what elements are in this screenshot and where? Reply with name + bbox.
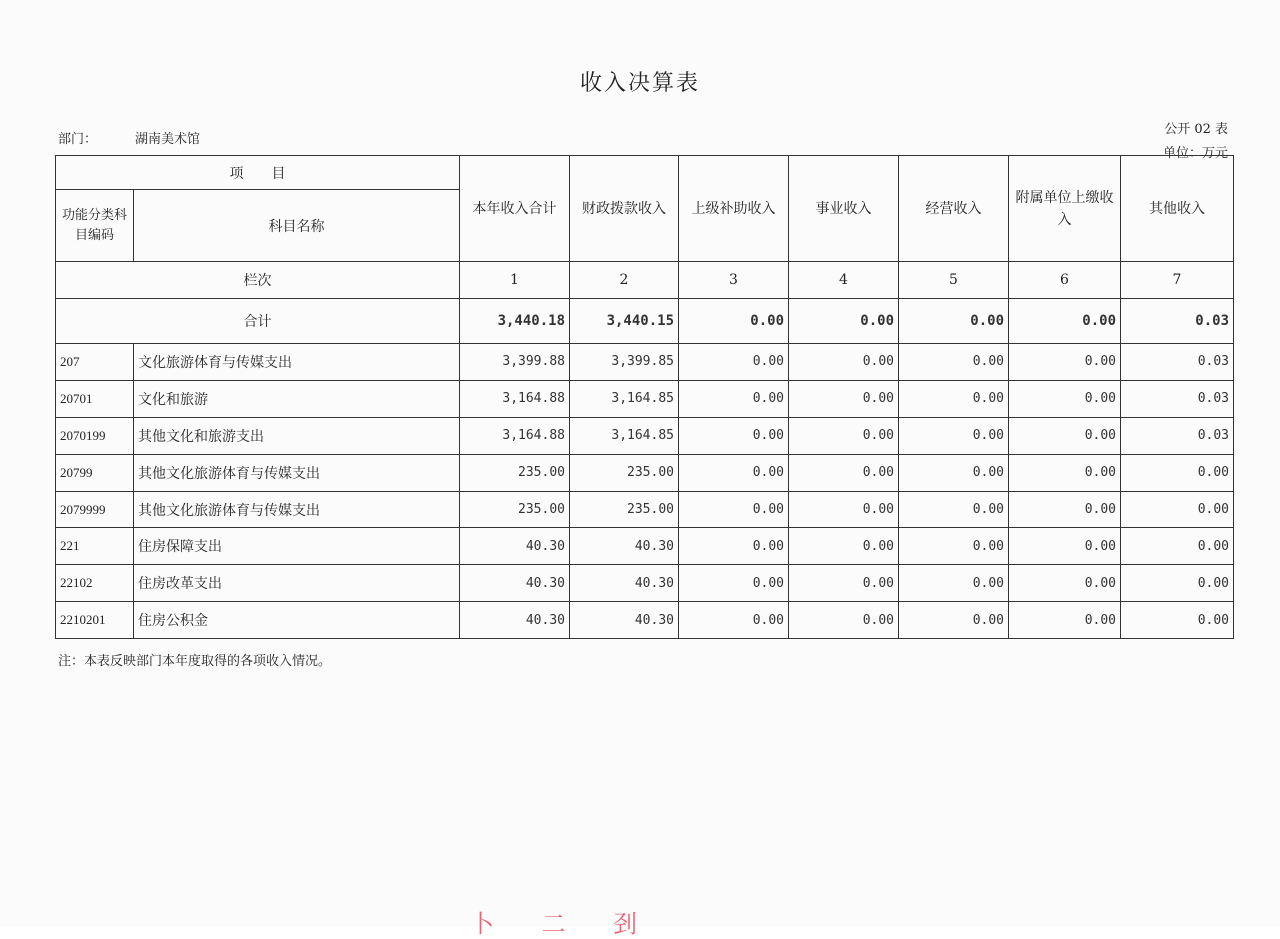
row-value: 0.00 — [789, 380, 899, 417]
row-value: 0.00 — [899, 491, 1009, 528]
table-row — [56, 344, 1234, 381]
row-value: 0.00 — [789, 528, 899, 565]
row-value: 0.00 — [1009, 417, 1121, 454]
row-code: 221 — [56, 528, 134, 565]
row-value: 0.03 — [1121, 417, 1234, 454]
row-value: 0.00 — [679, 565, 789, 602]
table-row — [56, 528, 1234, 565]
row-code: 2210201 — [56, 602, 134, 639]
row-value: 0.00 — [1009, 602, 1121, 639]
row-name: 住房公积金 — [134, 602, 460, 639]
row-value: 0.00 — [1121, 565, 1234, 602]
table-row — [56, 602, 1234, 639]
row-value: 40.30 — [570, 528, 679, 565]
table-row — [56, 380, 1234, 417]
row-value: 0.00 — [679, 491, 789, 528]
row-value: 0.00 — [899, 380, 1009, 417]
row-value: 3,164.88 — [460, 417, 570, 454]
row-value: 235.00 — [570, 454, 679, 491]
row-value: 40.30 — [460, 602, 570, 639]
code-header: 功能分类科目编码 — [56, 190, 134, 262]
row-value: 0.00 — [1009, 454, 1121, 491]
row-value: 0.00 — [679, 454, 789, 491]
row-value: 0.00 — [899, 602, 1009, 639]
col-header-other: 其他收入 — [1121, 156, 1234, 262]
form-number: 公开 02 表 — [1164, 122, 1228, 137]
department-label: 部门： — [58, 132, 98, 147]
row-code: 22102 — [56, 565, 134, 602]
row-value: 0.00 — [1009, 491, 1121, 528]
total-cell: 0.03 — [1121, 299, 1234, 344]
row-value: 235.00 — [460, 491, 570, 528]
col-header-fiscal: 财政拨款收入 — [570, 156, 679, 262]
table-row — [56, 417, 1234, 454]
data-rows — [56, 344, 1234, 639]
page-title: 收入决算表 — [579, 71, 700, 96]
table-row — [56, 491, 1234, 528]
total-cell: 0.00 — [899, 299, 1009, 344]
row-value: 0.00 — [899, 528, 1009, 565]
total-cell: 3,440.15 — [570, 299, 679, 344]
row-value: 3,399.85 — [570, 344, 679, 381]
col-header-total: 本年收入合计 — [460, 156, 570, 262]
row-value: 40.30 — [460, 528, 570, 565]
lanci-number: 5 — [899, 262, 1009, 299]
row-value: 0.00 — [1009, 528, 1121, 565]
row-code: 20701 — [56, 380, 134, 417]
total-row — [56, 299, 1234, 344]
row-name: 文化和旅游 — [134, 380, 460, 417]
row-value: 0.00 — [679, 380, 789, 417]
row-value: 0.00 — [1009, 380, 1121, 417]
row-value: 0.00 — [1121, 491, 1234, 528]
row-value: 0.03 — [1121, 344, 1234, 381]
row-value: 0.00 — [1009, 344, 1121, 381]
total-label: 合计 — [56, 299, 460, 344]
footnote: 注：本表反映部门本年度取得的各项收入情况。 — [58, 654, 332, 669]
col-header-business: 事业收入 — [789, 156, 899, 262]
row-value: 0.00 — [679, 417, 789, 454]
row-value: 40.30 — [570, 565, 679, 602]
row-value: 3,164.88 — [460, 380, 570, 417]
row-value: 3,399.88 — [460, 344, 570, 381]
row-code: 2070199 — [56, 417, 134, 454]
row-code: 207 — [56, 344, 134, 381]
table-row — [56, 454, 1234, 491]
lanci-number: 3 — [679, 262, 789, 299]
row-value: 0.00 — [679, 344, 789, 381]
row-value: 40.30 — [570, 602, 679, 639]
lanci-number: 1 — [460, 262, 570, 299]
total-cell: 0.00 — [1009, 299, 1121, 344]
col-header-superior: 上级补助收入 — [679, 156, 789, 262]
row-value: 0.00 — [789, 417, 899, 454]
row-value: 0.00 — [899, 565, 1009, 602]
total-cell: 0.00 — [789, 299, 899, 344]
row-value: 3,164.85 — [570, 417, 679, 454]
lanci-number: 4 — [789, 262, 899, 299]
row-value: 235.00 — [570, 491, 679, 528]
row-value: 0.00 — [789, 344, 899, 381]
row-value: 0.00 — [1121, 528, 1234, 565]
row-value: 0.00 — [679, 602, 789, 639]
row-value: 0.00 — [789, 454, 899, 491]
row-value: 0.00 — [1121, 454, 1234, 491]
lanci-label: 栏次 — [56, 262, 460, 299]
lanci-number: 2 — [570, 262, 679, 299]
row-code: 2079999 — [56, 491, 134, 528]
unit-label: 单位：万元 — [1162, 146, 1228, 161]
row-value: 0.03 — [1121, 380, 1234, 417]
row-value: 3,164.85 — [570, 380, 679, 417]
row-name: 其他文化和旅游支出 — [134, 417, 460, 454]
row-name: 住房改革支出 — [134, 565, 460, 602]
row-value: 0.00 — [899, 344, 1009, 381]
row-value: 0.00 — [1121, 602, 1234, 639]
total-cell: 0.00 — [679, 299, 789, 344]
row-value: 0.00 — [789, 602, 899, 639]
col-header-operating: 经营收入 — [899, 156, 1009, 262]
total-cell: 3,440.18 — [460, 299, 570, 344]
row-code: 20799 — [56, 454, 134, 491]
row-value: 0.00 — [789, 565, 899, 602]
lanci-number: 6 — [1009, 262, 1121, 299]
red-seal-fragment: 卜 二 刭 — [470, 910, 658, 938]
table-row — [56, 565, 1234, 602]
row-value: 0.00 — [899, 454, 1009, 491]
department — [58, 128, 200, 147]
income-table — [55, 155, 1234, 639]
row-name: 其他文化旅游体育与传媒支出 — [134, 491, 460, 528]
row-value: 0.00 — [789, 491, 899, 528]
row-value: 0.00 — [1009, 565, 1121, 602]
item-header: 项 目 — [56, 156, 460, 190]
department-name: 湖南美术馆 — [135, 132, 201, 147]
lanci-number: 7 — [1121, 262, 1234, 299]
row-name: 住房保障支出 — [134, 528, 460, 565]
row-value: 0.00 — [679, 528, 789, 565]
row-name: 其他文化旅游体育与传媒支出 — [134, 454, 460, 491]
row-value: 0.00 — [899, 417, 1009, 454]
row-value: 235.00 — [460, 454, 570, 491]
row-name: 文化旅游体育与传媒支出 — [134, 344, 460, 381]
row-value: 40.30 — [460, 565, 570, 602]
col-header-affiliated: 附属单位上缴收入 — [1009, 156, 1121, 262]
name-header: 科目名称 — [134, 190, 460, 262]
